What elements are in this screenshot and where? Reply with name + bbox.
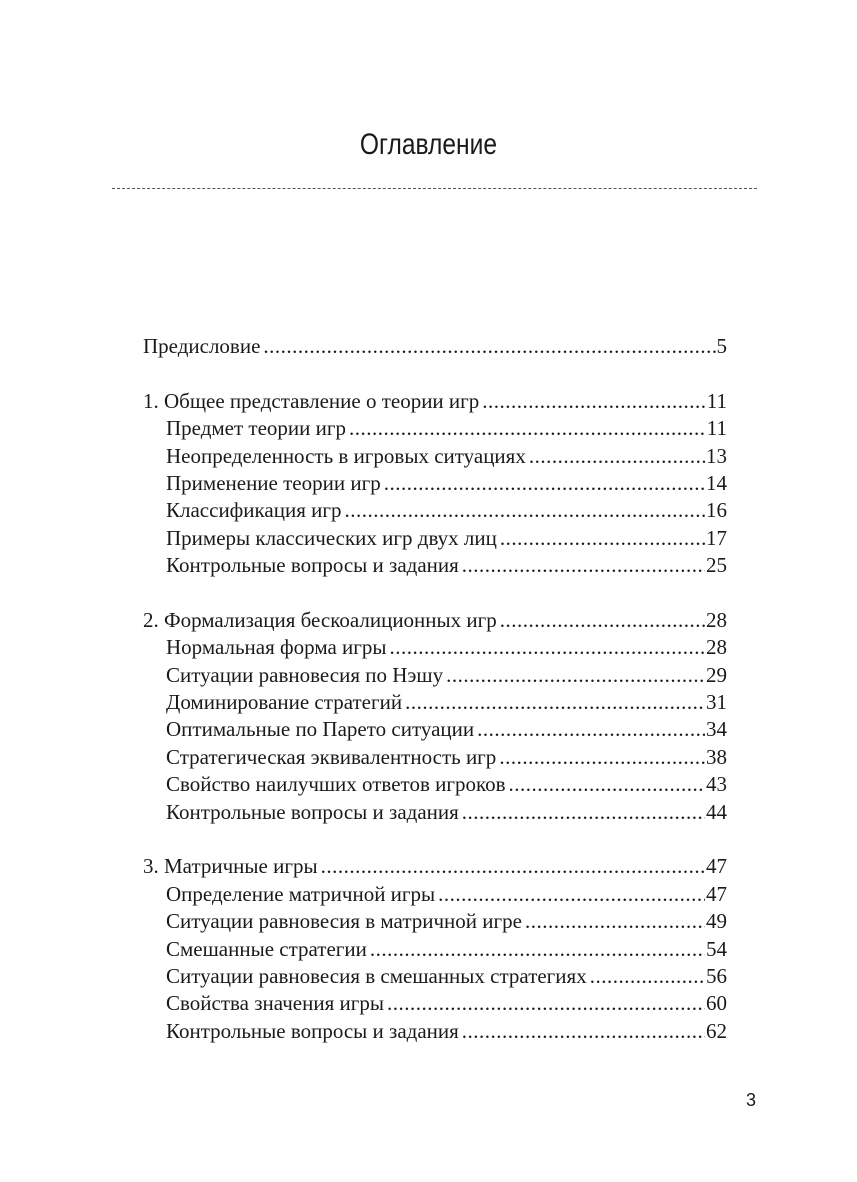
toc-subentry[interactable] — [143, 908, 727, 935]
toc-entry-label: Предмет теории игр — [166, 416, 347, 441]
toc-entry-page: 56 — [706, 963, 727, 988]
toc-leader-dots — [590, 963, 705, 990]
page-title: Оглавление — [359, 128, 498, 161]
toc-leader-dots — [462, 1018, 705, 1045]
toc-entry-label: Свойства значения игры — [166, 991, 384, 1016]
toc-entry-label: Определение матричной игры — [166, 881, 436, 906]
toc-leader-dots — [321, 853, 705, 880]
toc-entry-label: 3. Матричные игры — [143, 854, 318, 879]
toc-leader-dots — [349, 415, 706, 442]
toc-subentry[interactable] — [143, 634, 727, 661]
toc-leader-dots — [263, 333, 715, 360]
toc-entry-page: 44 — [706, 799, 727, 824]
toc-entry-label: Примеры классических игр двух лиц — [166, 525, 497, 550]
toc-entry-label: Предисловие — [143, 334, 261, 358]
toc-entry-label: Доминирование стратегий — [166, 690, 403, 715]
toc-leader-dots — [405, 689, 705, 716]
toc-entry-label: Ситуации равновесия по Нэшу — [166, 662, 444, 687]
toc-leader-dots — [370, 936, 705, 963]
toc-entry-page: 14 — [706, 470, 727, 495]
toc-entry-page: 29 — [706, 662, 727, 687]
toc-entry-label: Ситуации равновесия в матричной игре — [166, 909, 522, 934]
toc-entry-label: Контрольные вопросы и задания — [166, 553, 459, 578]
toc-entry-page: 31 — [706, 690, 727, 715]
toc-subentry[interactable] — [143, 990, 727, 1017]
toc-subentry[interactable] — [143, 881, 727, 908]
toc-entry-label: Ситуации равновесия в смешанных стратегиях — [166, 963, 587, 988]
toc-leader-dots — [446, 662, 705, 689]
toc-subentry[interactable] — [143, 470, 727, 497]
toc-entry-label: Применение теории игр — [166, 470, 381, 495]
toc-entry-page: 16 — [706, 498, 727, 523]
toc-entry-page: 11 — [706, 388, 727, 413]
toc-subentry[interactable] — [143, 497, 727, 524]
toc-subentry[interactable] — [143, 963, 727, 990]
toc-subentry[interactable] — [143, 662, 727, 689]
toc-entry-label: 2. Формализация бескоалиционных игр — [143, 607, 497, 632]
toc-subentry[interactable] — [143, 415, 727, 442]
toc-leader-dots — [500, 607, 705, 634]
toc-entry-page: 28 — [706, 607, 727, 632]
toc-entry-label: 1. Общее представление о теории игр — [143, 388, 480, 413]
toc-entry-page: 47 — [706, 854, 727, 879]
toc-subentry[interactable] — [143, 771, 727, 798]
toc-entry-page: 34 — [706, 717, 727, 742]
toc-leader-dots — [387, 990, 705, 1017]
toc-entry-page: 11 — [706, 416, 727, 441]
table-of-contents — [143, 333, 727, 1045]
toc-subentry[interactable] — [143, 936, 727, 963]
toc-subentry[interactable] — [143, 744, 727, 771]
toc-leader-dots — [384, 470, 705, 497]
toc-subentry[interactable] — [143, 443, 727, 470]
toc-entry-page: 25 — [706, 553, 727, 578]
toc-entry[interactable] — [143, 853, 727, 880]
toc-leader-dots — [390, 634, 706, 661]
toc-entry-page: 38 — [706, 744, 727, 769]
toc-entry-page: 49 — [706, 909, 727, 934]
toc-subentry[interactable] — [143, 1018, 727, 1045]
toc-subentry[interactable] — [143, 689, 727, 716]
toc-entry-label: Классификация игр — [166, 498, 342, 523]
title-divider — [112, 188, 757, 189]
toc-entry-page: 5 — [716, 334, 727, 358]
toc-entry-label: Свойство наилучших ответов игроков — [166, 772, 506, 797]
toc-entry-label: Неопределенность в игровых ситуациях — [166, 443, 526, 468]
toc-leader-dots — [499, 744, 705, 771]
toc-entry-page: 60 — [706, 991, 727, 1016]
toc-entry-page: 28 — [706, 635, 727, 660]
toc-entry-label: Контрольные вопросы и задания — [166, 799, 459, 824]
toc-entry-page: 62 — [706, 1018, 727, 1043]
toc-leader-dots — [477, 716, 705, 743]
toc-leader-dots — [438, 881, 705, 908]
toc-subentry[interactable] — [143, 525, 727, 552]
toc-entry-page: 47 — [706, 881, 727, 906]
toc-entry-page: 43 — [706, 772, 727, 797]
page-number: 3 — [745, 1090, 756, 1110]
toc-subentry[interactable] — [143, 799, 727, 826]
toc-leader-dots — [344, 497, 705, 524]
toc-leader-dots — [462, 552, 705, 579]
toc-leader-dots — [482, 388, 705, 415]
toc-leader-dots — [529, 443, 705, 470]
toc-entry-page: 13 — [706, 443, 727, 468]
toc-subentry[interactable] — [143, 552, 727, 579]
toc-leader-dots — [509, 771, 705, 798]
toc-entry-page: 54 — [706, 936, 727, 961]
toc-leader-dots — [500, 525, 705, 552]
toc-subentry[interactable] — [143, 716, 727, 743]
toc-entry-page: 17 — [706, 525, 727, 550]
toc-entry-label: Стратегическая эквивалентность игр — [166, 744, 497, 769]
toc-entry-label: Контрольные вопросы и задания — [166, 1018, 459, 1043]
toc-entry[interactable] — [143, 333, 727, 360]
toc-entry[interactable] — [143, 388, 727, 415]
toc-entry-label: Оптимальные по Парето ситуации — [166, 717, 475, 742]
toc-entry-label: Нормальная форма игры — [166, 635, 387, 660]
toc-leader-dots — [462, 799, 705, 826]
toc-leader-dots — [525, 908, 705, 935]
toc-entry[interactable] — [143, 607, 727, 634]
toc-entry-label: Смешанные стратегии — [166, 936, 367, 961]
